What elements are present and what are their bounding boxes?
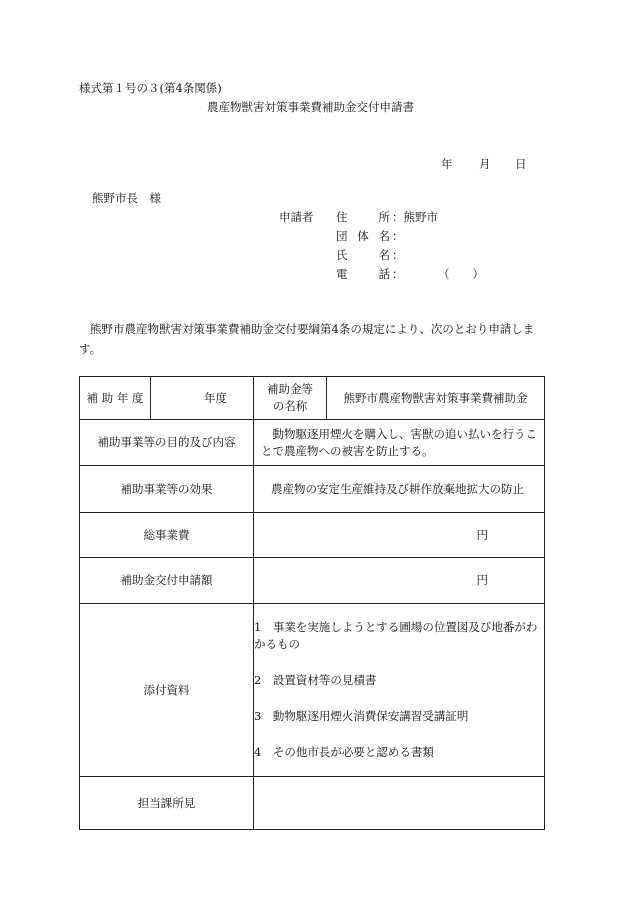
application-statement: 熊野市農産物獣害対策事業費補助金交付要綱第4条の規定により、次のとおり申請します。 (79, 322, 535, 356)
attachment-item-3: 3 動物駆逐用煙火消費保安講習受講証明 (254, 709, 469, 723)
applicant-label: 申請者 (279, 210, 314, 224)
subsidy-name-label-line2: の名称 (272, 399, 308, 413)
date-day: 日 (515, 157, 527, 171)
fiscal-year-label: 補 助 年 度 (80, 377, 151, 420)
attachments-list (254, 604, 545, 777)
phone-label: 電話 (336, 267, 390, 281)
applicant-phone-row (336, 269, 484, 281)
subsidy-name-value: 熊野市農産物獣害対策事業費補助金 (327, 377, 545, 420)
date-year: 年 (441, 157, 453, 171)
attachment-item-4: 4 その他市長が必要と認める書類 (254, 745, 434, 759)
address-value: ：熊野市 (392, 210, 438, 224)
subsidy-name-label (254, 377, 327, 420)
date-line (441, 159, 527, 171)
effect-label: 補助事業等の効果 (80, 466, 254, 513)
purpose-label: 補助事業等の目的及び内容 (80, 420, 254, 466)
attachment-item-1: 1 事業を実施しようとする圃場の位置図及び地番がわかるもの (254, 620, 538, 651)
address-label: 住所 (336, 210, 390, 224)
attachment-item-2: 2 設置資材等の見積書 (254, 673, 377, 687)
department-opinion-label: 担当課所見 (80, 777, 254, 830)
fiscal-year-value: 年度 (151, 377, 254, 420)
request-amount-value: 円 (254, 558, 545, 604)
phone-value: ： （ ） (392, 267, 484, 281)
total-cost-label: 総事業費 (80, 513, 254, 558)
total-cost-value: 円 (254, 513, 545, 558)
org-name-label: 団体名 (336, 229, 390, 243)
applicant-address-row (336, 212, 438, 224)
subsidy-name-label-line1: 補助金等 (267, 382, 313, 396)
applicant-org-row (336, 231, 404, 243)
attachments-label: 添付資料 (80, 604, 254, 777)
application-table (79, 376, 545, 830)
form-number: 様式第１号の３(第4条関係) (79, 81, 222, 95)
department-opinion-value[interactable] (254, 777, 545, 830)
applicant-name-row (336, 250, 404, 262)
addressee: 熊野市長 様 (92, 191, 161, 205)
date-month: 月 (479, 157, 491, 171)
person-name-value: ： (392, 248, 404, 262)
purpose-value: 動物駆逐用煙火を購入し、害獣の追い払いを行うことで農産物への被害を防止する。 (254, 420, 545, 466)
org-name-value: ： (392, 229, 404, 243)
person-name-label: 氏名 (336, 248, 390, 262)
request-amount-label: 補助金交付申請額 (80, 558, 254, 604)
effect-value: 農産物の安定生産維持及び耕作放棄地拡大の防止 (254, 466, 545, 513)
document-title: 農産物獣害対策事業費補助金交付申請書 (207, 100, 414, 114)
